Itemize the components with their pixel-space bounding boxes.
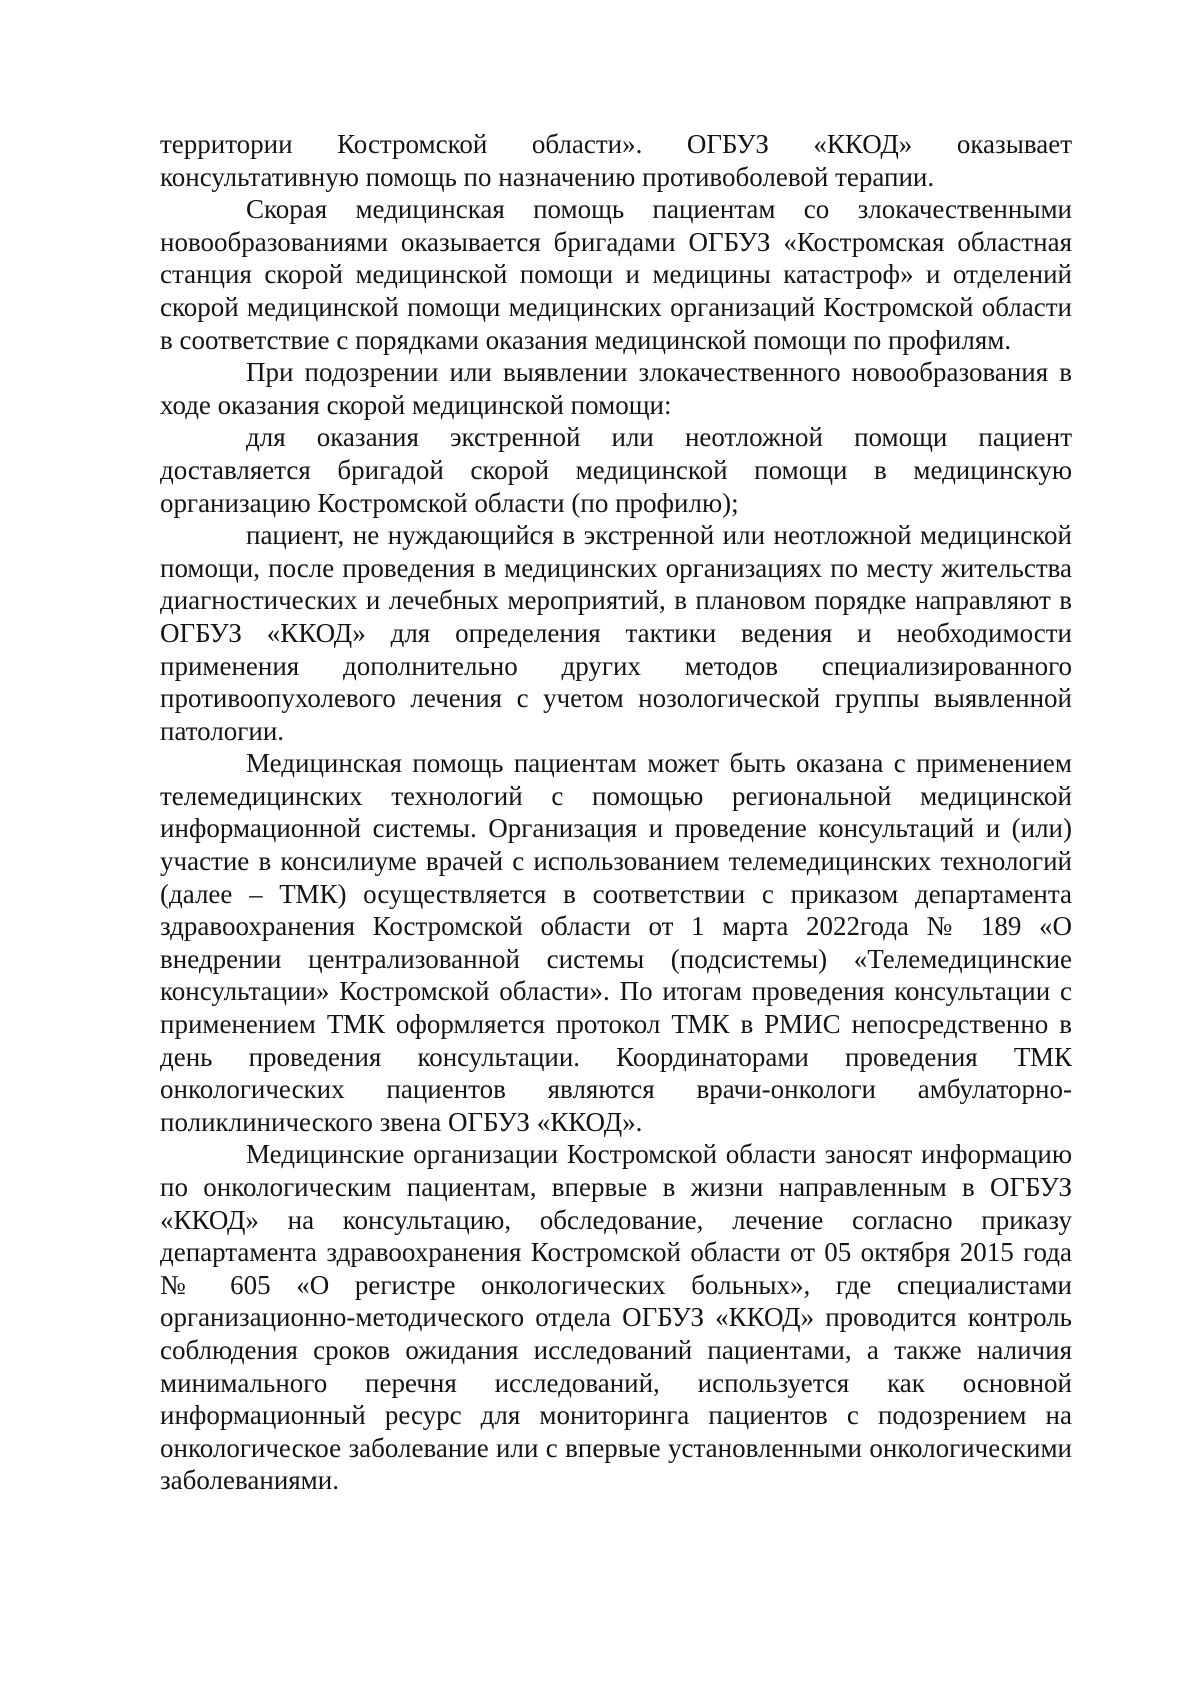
- document-body: [160, 128, 1072, 1497]
- paragraph-suspicion-intro: При подозрении или выявлении злокачественного новообразования в ходе оказания скорой медицинской помощи:: [160, 357, 1072, 420]
- paragraph-cancer-registry: Медицинские организации Костромской области заносят информацию по онкологическим пациентам, впервые в жизни направленным в ОГБУЗ «ККОД» на консультацию, обследование, лечение согласно приказу департамента здравоохранения Костромской области от 05 октября 2015 года № 605 «О регистре онкологических больных», где специалистами организационно-методического отдела ОГБУЗ «ККОД» проводится контроль соблюдения сроков ожидания исследований пациентами, а также наличия минимального перечня исследований, используется как основной информационный ресурс для мониторинга пациентов с подозрением на онкологическое заболевание или с впервые установленными онкологическими заболеваниями.: [160, 1139, 1072, 1496]
- paragraph-urgent-delivery: для оказания экстренной или неотложной помощи пациент доставляется бригадой скорой медицинской помощи в медицинскую организацию Костромской области (по профилю);: [160, 422, 1072, 518]
- paragraph-continuation-pain-therapy: территории Костромской области». ОГБУЗ «ККОД» оказывает консультативную помощь по назначению противоболевой терапии.: [160, 129, 1072, 192]
- paragraph-planned-referral: пациент, не нуждающийся в экстренной или неотложной медицинской помощи, после проведения в медицинских организациях по месту жительства диагностических и лечебных мероприятий, в плановом порядке направляют в ОГБУЗ «ККОД» для определения тактики ведения и необходимости применения дополнительно других методов специализированного противоопухолевого лечения с учетом нозологической группы выявленной патологии.: [160, 520, 1072, 746]
- paragraph-telemedicine: Медицинская помощь пациентам может быть оказана с применением телемедицинских технологий с помощью региональной медицинской информационной системы. Организация и проведение консультаций и (или) участие в консилиуме врачей с использованием телемедицинских технологий (далее – ТМК) осуществляется в соответствии с приказом департамента здравоохранения Костромской области от 1 марта 2022года № 189 «О внедрении централизованной системы (подсистемы) «Телемедицинские консультации» Костромской области». По итогам проведения консультации с применением ТМК оформляется протокол ТМК в РМИС непосредственно в день проведения консультации. Координаторами проведения ТМК онкологических пациентов являются врачи-онкологи амбулаторно-поликлинического звена ОГБУЗ «ККОД».: [160, 748, 1072, 1137]
- paragraph-emergency-care: Скорая медицинская помощь пациентам со злокачественными новообразованиями оказывается бригадами ОГБУЗ «Костромская областная станция скорой медицинской помощи и медицины катастроф» и отделений скорой медицинской помощи медицинских организаций Костромской области в соответствие с порядками оказания медицинской помощи по профилям.: [160, 194, 1072, 355]
